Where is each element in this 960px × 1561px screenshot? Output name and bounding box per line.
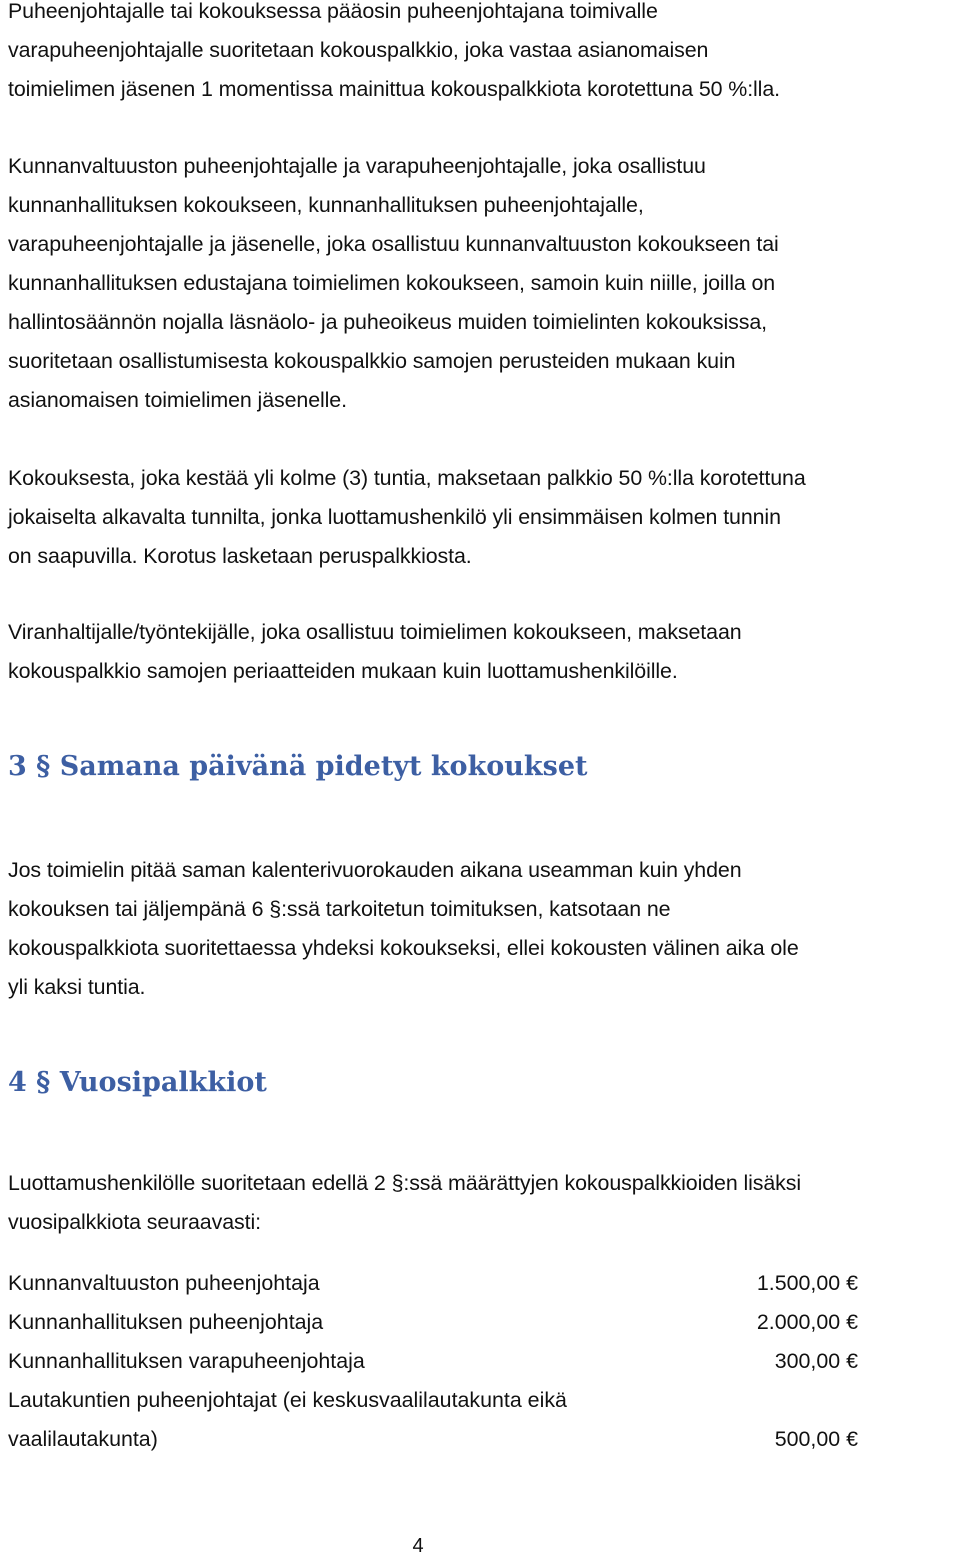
- section-3-heading: 3 § Samana päivänä pidetyt kokoukset: [8, 751, 588, 782]
- fee-role: Kunnanvaltuuston puheenjohtaja: [8, 1271, 320, 1295]
- annual-fee-row: [8, 1303, 858, 1342]
- fee-amount: 500,00 €: [774, 1427, 858, 1451]
- fee-amount: 1.500,00 €: [756, 1271, 858, 1295]
- paragraph-same-day-meetings: Jos toimielin pitää saman kalenterivuorokauden aikana useamman kuin yhden kokouksen tai jäljempänä 6 §:ssä tarkoitetun toimituksen, katsotaan ne kokouspalkkiota suoritettaessa yhdeksi kokoukseksi, ellei kokousten välinen aika ole yli kaksi tuntia.: [8, 858, 799, 999]
- fee-role: Kunnanhallituksen puheenjohtaja: [8, 1310, 324, 1334]
- paragraph-council-members-fee: Kunnanvaltuuston puheenjohtajalle ja varapuheenjohtajalle, joka osallistuu kunnanhallituksen kokoukseen, kunnanhallituksen puheenjohtajalle, varapuheenjohtajalle ja jäsenelle, joka osallistuu kunnanvaltuuston kokoukseen tai kunnanhallituksen edustajana toimielimen kokoukseen, samoin kuin niille, joilla on hallintosäännön nojalla läsnäolo- ja puheoikeus muiden toimielinten kokouksissa, suoritetaan osallistumisesta kokouspalkkio samojen perusteiden mukaan kuin asianomaisen toimielimen jäsenelle.: [8, 154, 779, 412]
- section-4-heading: 4 § Vuosipalkkiot: [8, 1067, 267, 1098]
- annual-fee-table: [8, 1264, 858, 1459]
- paragraph-officials-fee: Viranhaltijalle/työntekijälle, joka osallistuu toimielimen kokoukseen, maksetaan kokouspalkkio samojen periaatteiden mukaan kuin luottamushenkilöille.: [8, 620, 742, 683]
- annual-fee-row: [8, 1264, 858, 1303]
- paragraph-annual-fees-intro: Luottamushenkilölle suoritetaan edellä 2 §:ssä määrättyjen kokouspalkkioiden lisäksi vuosipalkkiota seuraavasti:: [8, 1171, 802, 1234]
- paragraph-long-meeting-fee: Kokouksesta, joka kestää yli kolme (3) tuntia, maksetaan palkkio 50 %:lla korotettuna jokaiselta alkavalta tunnilta, jonka luottamushenkilö yli ensimmäisen kolmen tunnin on saapuvilla. Korotus lasketaan peruspalkkiosta.: [8, 466, 806, 568]
- paragraph-chair-fee: Puheenjohtajalle tai kokouksessa pääosin puheenjohtajana toimivalle varapuheenjohtajalle suoritetaan kokouspalkkio, joka vastaa asianomaisen toimielimen jäsenen 1 momentissa mainittua kokouspalkkiota korotettuna 50 %:lla.: [8, 0, 780, 101]
- fee-role: Lautakuntien puheenjohtajat (ei keskusvaalilautakunta eikä vaalilautakunta): [8, 1388, 567, 1451]
- fee-amount: 2.000,00 €: [756, 1310, 858, 1334]
- annual-fee-row: [8, 1342, 858, 1381]
- fee-amount: 300,00 €: [774, 1349, 858, 1373]
- page-number: 4: [412, 1535, 424, 1557]
- fee-role: Kunnanhallituksen varapuheenjohtaja: [8, 1349, 365, 1373]
- annual-fee-row: [8, 1381, 858, 1459]
